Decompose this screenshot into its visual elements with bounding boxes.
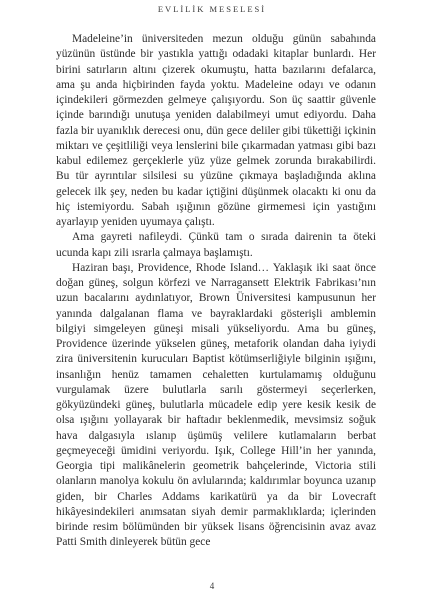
page-number: 4 <box>209 581 215 591</box>
paragraph-3: Haziran başı, Providence, Rhode Island… Yaklaşık iki saat önce doğan güneş, solgun körfezi ve Narragansett Elektrik Fabrikası’nın uzun bacalarını aydınlatıyor, Brown Üniversitesi kampusunun her yanında dalgalanan flama ve bayraklardaki gösterişli amblemin bilgiyi simgeleyen güneşi misali yükseliyordu. Ama bu güneş, Providence üzerinde yükselen güneş, metaforik olandan daha iyiydi zira üniversitenin kurucuları Baptist kötümserliğiyle bilginin ışığını, insanlığın henüz tamamen cehaletten kurtulamamış olduğunu vurgulamak üzere bulutlarla sarılı göstermeyi seçerlerken, gökyüzündeki güneş, bulutlarla mücadele edip yere kesik kesik de olsa ışığını yollayarak bir haftadır beklenmedik, mevsimsiz soğuk hava dalgasıyla ıslanıp üşümüş velilere kutlamaların berbat geçmeyeceği ümidini veriyordu. Işık, College Hill’in her yanında, Georgia tipi malikânelerin geometrik bahçelerinde, Victoria stili olanların manolya kokulu ön avlularında; kaldırımlar boyunca uzanıp giden, bir Charles Addams karikatürü ya da bir Lovecraft hikâyesindekileri anımsatan siyah demir parmaklıklarda; içlerinden birinde resim bölümünden bir yüksek lisans öğrencisinin avaz avaz Patti Smith dinleyerek bütün gece <box>56 261 376 549</box>
running-header <box>0 4 424 14</box>
body-text <box>56 32 376 551</box>
paragraph-2: Ama gayreti nafileydi. Çünkü tam o sırada dairenin ta öteki ucunda kapı zili ısrarla çalmaya başlamıştı. <box>56 231 376 259</box>
paragraph-1: Madeleine’in üniversiteden mezun olduğu günün sabahında yüzünün üstünde bir yastıkla yattığı odadaki kitaplar bunlardı. Her birini satırların altını çizerek okumuştu, hatta bazılarını defalarca, ama şu anda hiçbirinden fayda yoktu. Madeleine odayı ve odanın içindekileri görmezden gelmeye çalışıyordu. Son üç saattir güvenle içinde barındığı unutuşa yeniden dalabilmeyi umut ediyordu. Daha fazla bir uyanıklık derecesi onu, dün gece deliler gibi tükettiği içkinin miktarı ve çeşitliliği veya lenslerini bile çıkarmadan yatması gibi bazı kabul edilemez gerçeklerle yüz yüze gelmek zorunda bırakabilirdi. Bu tür ayrıntılar silsilesi su yüzüne çıkmaya başladığında aklına gelecek ilk şey, neden bu kadar içtiğini düşünmek olacaktı ki onu da hiç istemiyordu. Sabah ışığının gözüne girmemesi için yastığını ayarlayıp yeniden uyumaya çalıştı. <box>56 33 376 228</box>
running-title: EVLİLİK MESELESİ <box>157 4 267 14</box>
